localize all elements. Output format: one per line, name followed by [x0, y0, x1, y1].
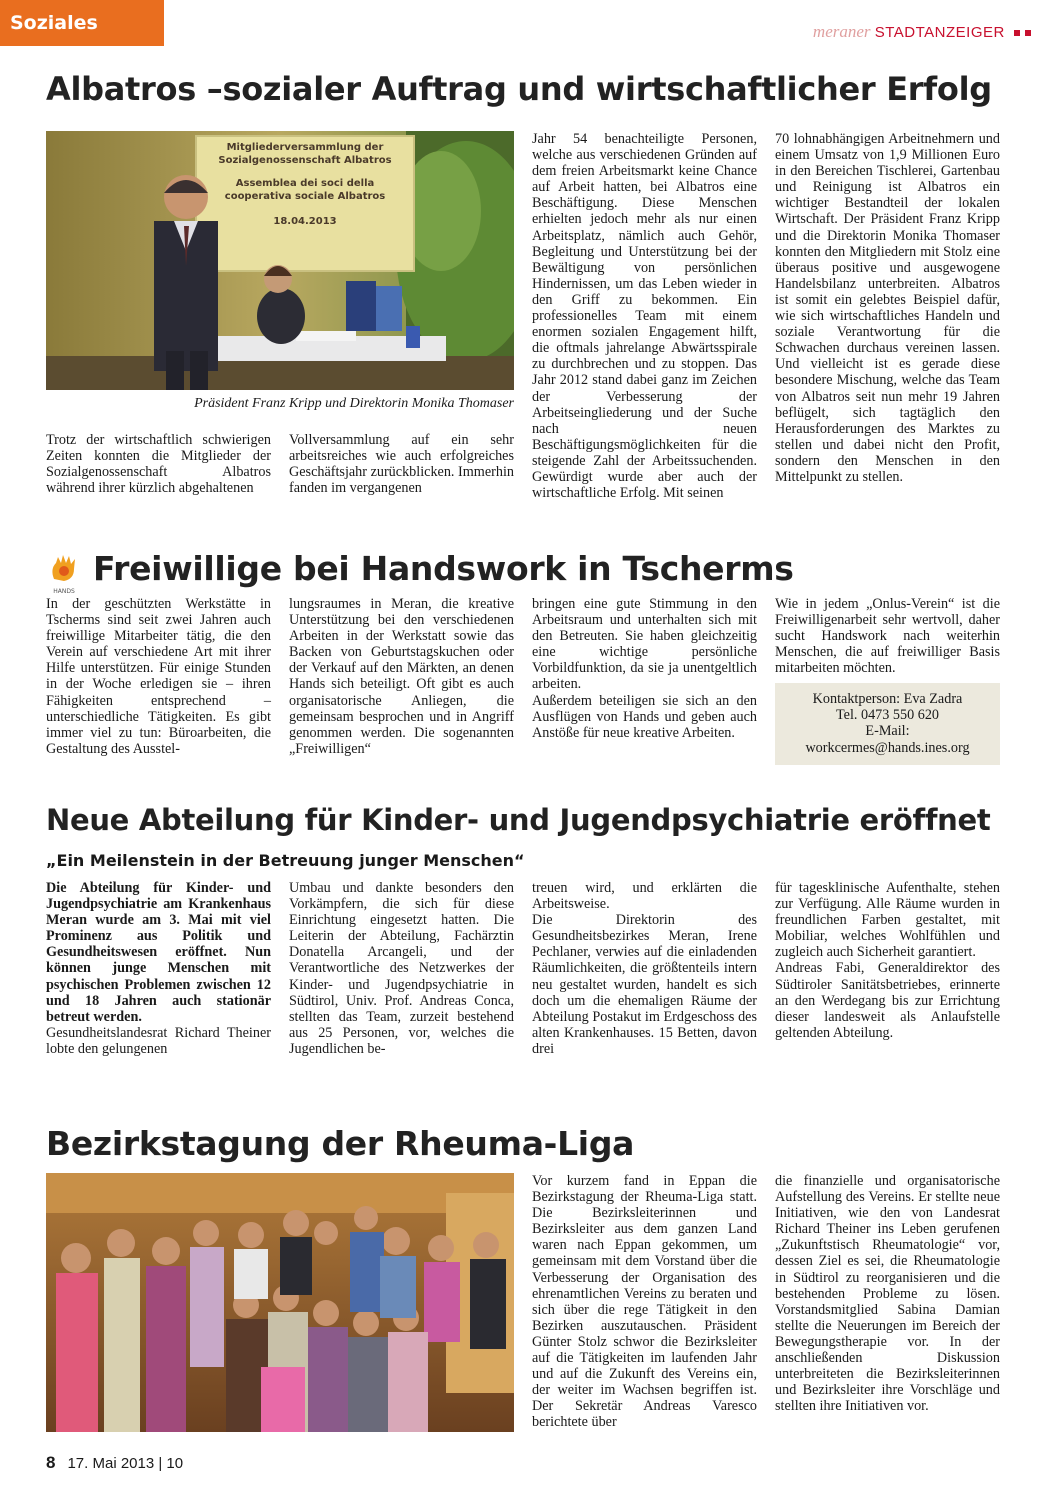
article3-col1 [46, 880, 271, 1057]
hands-logo [46, 553, 82, 595]
masthead-square [1025, 30, 1031, 36]
paragraph: Umbau und dankte besonders den Vorkämpfern, die sich für diese Einrichtung eingesetzt hatten. Die Leiterin der Abteilung, Fachärztin Donatella Arcangeli, und der Verantwortliche des Netzwerkes der Kinder- und Jugendpsychiatrie in Südtirol, Univ. Prof. Andreas Conca, stellten das Team, zurzeit bestehend aus 25 Personen, vor, welches die Jugendlichen be- [289, 880, 514, 1057]
masthead [813, 22, 1031, 42]
article1-title: Albatros –sozialer Auftrag und wirtschaftlicher Erfolg [46, 70, 992, 108]
slide-date: 18.04.2013 [273, 216, 337, 227]
page-number: 8 [46, 1453, 56, 1472]
article1-col1 [46, 432, 271, 496]
article1-col3 [532, 131, 757, 501]
contact-email[interactable]: workcermes@hands.ines.org [805, 739, 970, 756]
article3-col2 [289, 880, 514, 1057]
paragraph: Wie in jedem „Onlus-Verein“ ist die Freiwilligenarbeit sehr wertvoll, daher sucht Handswork nach weiterhin Menschen, die auf freiwilliger Basis mitarbeiten möchten. [775, 596, 1000, 677]
issue-info: 17. Mai 2013 | 10 [67, 1455, 184, 1472]
paragraph: Die Direktorin des Gesundheitsbezirkes Meran, Irene Pechlaner, verwies auf die einladenden Räumlichkeiten, die größtenteils intern neu gestaltet wurden, handelt es sich doch um die ehemaligen Räume der Abteilung Postakut im Erdgeschoss des alten Krankenhauses. 15 Betten, davon drei [532, 912, 757, 1057]
article3-col4 [775, 880, 1000, 1041]
paragraph: Gesundheitslandesrat Richard Theiner lobte den gelungenen [46, 1024, 271, 1057]
paragraph: Außerdem beteiligen sie sich an den Ausflügen von Hands und geben auch Anstöße für neue kreative Arbeiten. [532, 692, 757, 741]
slide-line: Sozialgenossenschaft Albatros [218, 155, 392, 166]
article1-caption: Präsident Franz Kripp und Direktorin Monika Thomaser [194, 396, 514, 411]
paragraph: Trotz der wirtschaftlich schwierigen Zeiten konnten die Mitglieder der Sozialgenossenschaft Albatros während ihrer kürzlich abgehaltenen [46, 432, 271, 497]
article1-col2 [289, 432, 514, 496]
hand-icon [46, 553, 82, 583]
article4-photo [46, 1173, 514, 1432]
section-tab: Soziales [0, 0, 164, 46]
paragraph: Vollversammlung auf ein sehr arbeitsreiches wie auch erfolgreiches Geschäftsjahr zurückblicken. Immerhin fanden im vergangenen [289, 432, 514, 497]
paragraph: Jahr 54 benachteiligte Personen, welche aus verschiedenen Gründen auf dem freien Arbeitsmarkt keine Chance auf Arbeit hatten, bei Albatros eine Beschäftigung. Diese Menschen erhielten jedoch mehr als nur einen Arbeitsplatz, nämlich auch Gehör, Begleitung und Unterstützung bei der Bewältigung von persönlichen Hindernissen, um das Leben wieder in den Griff zu bekommen. Ein professionelles Team mit einem enormen sozialen Engagement hilft, die oftmals jahrelange Abwärtsspirale zu durchbrechen und zu stoppen. Das Jahr 2012 stand dabei ganz im Zeichen der Verbesserung der Arbeitseingliederung und der Suche nach neuen Beschäftigungsmöglichkeiten für die steigende Zahl der Arbeitssuchenden. Gewürdigt wurde aber auch der wirtschaftliche Erfolg. Mit seinen [532, 131, 757, 502]
page-footer [46, 1453, 183, 1473]
article3-title: Neue Abteilung für Kinder- und Jugendpsychiatrie eröffnet [46, 803, 991, 837]
lead-paragraph: Die Abteilung für Kinder- und Jugendpsychiatrie am Krankenhaus Meran wurde am 3. Mai mit viel Prominenz aus Politik und Gesundheitswesen eröffnet. Nun können junge Menschen mit psychischen Problemen zwischen 12 und 18 Jahren auch stationär betreut werden. [46, 880, 271, 1025]
article2-col3 [532, 596, 757, 741]
paragraph: 70 lohnabhängigen Arbeitnehmern und einem Umsatz von 1,9 Millionen Euro in den Bereichen Tischlerei, Gartenbau und Reinigung ist Albatros ein wichtiger Bestandteil der lokalen Wirtschaft. Der Präsident Franz Kripp und die Direktorin Monika Thomaser konnten den Mitgliedern mit Stolz eine überaus positive und ausgewogene Handelsbilanz unterbreiten. Albatros ist somit ein gelebtes Beispiel dafür, wie sich wirtschaftliches Handeln und soziale Verantwortung für die Schwachen durchaus vereinen lassen. Und vielleicht ist es gerade diese besondere Mischung, welche das Team von Albatros seit nun mehr 19 Jahren beflügelt, sich tagtäglich den Herausforderungen des Marktes zu stellen und dabei nicht den Profit, sondern den Menschen in den Mittelpunkt zu stellen. [775, 131, 1000, 485]
contact-email-label: E-Mail: [865, 723, 910, 740]
paragraph: Vor kurzem fand in Eppan die Bezirkstagung der Rheuma-Liga statt. Die Bezirksleiterinnen und Bezirksleiter aus dem ganzen Land waren nach Eppan gekommen, um gemeinsam mit dem Vorstand über die Verbesserung der Organisation des ehrenamtlichen Vereins zu beraten und sich über die rege Tätigkeit in den Bezirken auszutauschen. Präsident Günter Stolz schwor die Bezirksleiter auf die Tätigkeiten im laufenden Jahr und auf die Zukunft des Vereins ein, der weiter im Wachsen begriffen ist. Der Sekretär Andreas Varesco berichtete über [532, 1173, 757, 1431]
article2-title: Freiwillige bei Handswork in Tscherms [93, 549, 794, 588]
slide-line: cooperativa sociale Albatros [224, 191, 386, 202]
article3-col3 [532, 880, 757, 1057]
article4-col4 [775, 1173, 1000, 1414]
contact-person: Kontaktperson: Eva Zadra [812, 691, 963, 707]
article3-subtitle: „Ein Meilenstein in der Betreuung junger Menschen“ [46, 851, 525, 870]
paragraph: bringen eine gute Stimmung in den Arbeitsraum und unterhalten sich mit den Betreuten. Sie haben gleichzeitig eine wichtige persönliche Vorbildfunktion, da sie ja unentgeltlich arbeiten. [532, 596, 757, 693]
photo-group [46, 1173, 514, 1432]
paragraph: In der geschützten Werkstätte in Tscherms sind seit zwei Jahren auch freiwillige Mitarbeiter tätig, die den Verein auf verschiedene Art mit ihrer Hilfe unterstützen. Für einige Stunden in der Woche erledigen sie – ihren Fähigkeiten entsprechend – unterschiedliche Tätigkeiten. Es gibt immer viel zu tun: Büroarbeiten, die Gestaltung des Ausstel- [46, 596, 271, 757]
paragraph: die finanzielle und organisatorische Aufstellung des Vereins. Er stellte neue Initiativen, wie den von Landesrat Richard Theiner ins Leben gerufenen „Zukunftstisch Rheumatologie“ vor, dessen Ziel es sei, die Rheumatologie in Südtirol zu reorganisieren und die bestehenden Probleme zu lösen. Vorstandsmitglied Sabina Damian stellte die Neuerungen im Bereich der Bewegungstherapie vor. In der anschließenden Diskussion unterbreiteten die Bezirksleiterinnen und Bezirksleiter ihre Vorschläge und stellten ihre Initiativen vor. [775, 1173, 1000, 1415]
paragraph: treuen wird, und erklärten die Arbeitsweise. [532, 880, 757, 913]
article1-photo [46, 131, 514, 390]
article1-col4 [775, 131, 1000, 485]
article2-col1 [46, 596, 271, 757]
article2-col4 [775, 596, 1000, 676]
article2-col2 [289, 596, 514, 757]
slide-line: Assemblea dei soci della [235, 178, 375, 189]
article4-col3 [532, 1173, 757, 1431]
masthead-stadtanzeiger: STADTANZEIGER [874, 24, 1005, 41]
masthead-meraner: meraner [812, 22, 871, 41]
article4-title: Bezirkstagung der Rheuma-Liga [46, 1124, 635, 1163]
masthead-square [1014, 30, 1020, 36]
contact-box [775, 683, 1000, 765]
paragraph: lungsraumes in Meran, die kreative Unterstützung bei den verschiedenen Arbeiten in der Werkstatt sowie das Backen von Geburtstagskuchen oder der Verkauf auf den Märkten, an denen Hands sich beteiligt. Oft gibt es auch organisatorische Anliegen, die gemeinsam besprochen und in Angriff genommen werden. Die sogenannten „Freiwilligen“ [289, 596, 514, 757]
contact-phone: Tel. 0473 550 620 [835, 707, 940, 724]
slide-line: Mitgliederversammlung der [226, 142, 384, 153]
paragraph: Andreas Fabi, Generaldirektor des Südtiroler Sanitätsbetriebes, erinnerte an den Werdegang bis zur Errichtung dieser landesweit als Anlaufstelle geltenden Abteilung. [775, 960, 1000, 1041]
hands-logo-text: HANDS [53, 588, 75, 595]
paragraph: für tagesklinische Aufenthalte, stehen zur Verfügung. Alle Räume wurden in freundlichen Farben gestaltet, mit Mobiliar, welches Wohlfühlen und zugleich auch Sicherheit garantiert. [775, 880, 1000, 961]
